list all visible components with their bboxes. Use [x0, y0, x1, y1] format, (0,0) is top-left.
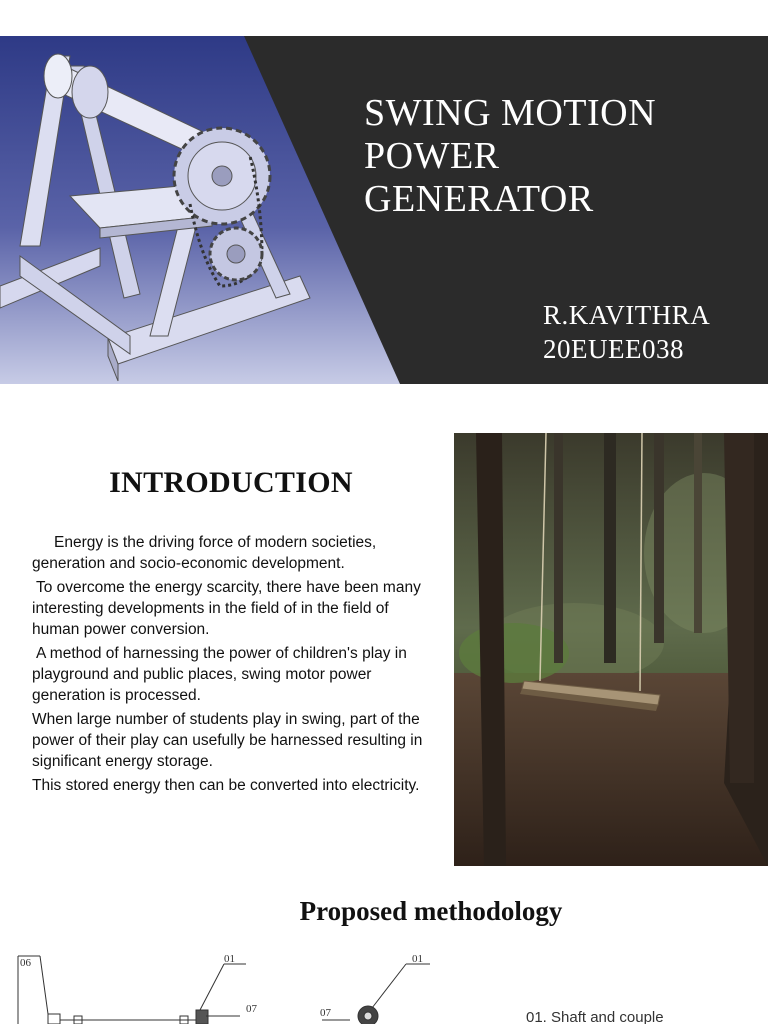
forest-swing-photo — [454, 433, 768, 866]
intro-paragraph-3: A method of harnessing the power of children's play in playground and public places, swing motor power generation is processed. — [32, 645, 407, 704]
author-info — [543, 298, 710, 366]
drawing-label-07-left: 07 — [246, 1003, 257, 1015]
drawing-label-01-left: 01 — [224, 953, 235, 965]
introduction-body — [32, 532, 432, 799]
author-id: 20EUEE038 — [543, 334, 684, 364]
title-line-2: POWER — [364, 135, 500, 177]
introduction-slide — [0, 432, 768, 866]
presentation-title — [364, 92, 754, 221]
drawing-label-01-right: 01 — [412, 953, 423, 965]
intro-paragraph-2: To overcome the energy scarcity, there have been many interesting developments in the field of in the field of human power conversion. — [32, 579, 421, 638]
title-line-1: SWING MOTION — [364, 92, 657, 134]
drawing-label-07-right: 07 — [320, 1007, 331, 1019]
technical-drawing — [0, 950, 768, 1024]
methodology-slide — [0, 890, 768, 1024]
intro-paragraph-1: Energy is the driving force of modern societies, generation and socio-economic development. — [32, 534, 377, 572]
methodology-heading: Proposed methodology — [299, 896, 563, 926]
drawing-caption: 01. Shaft and couple — [526, 1009, 664, 1024]
intro-paragraph-5: This stored energy then can be converted into electricity. — [32, 777, 420, 794]
intro-paragraph-4: When large number of students play in swing, part of the power of their play can usefully be harnessed resulting in significant energy storage. — [32, 711, 423, 770]
title-line-3: GENERATOR — [364, 178, 594, 220]
author-name: R.KAVITHRA — [543, 300, 711, 330]
cover-slide — [0, 36, 768, 384]
introduction-heading: INTRODUCTION — [109, 466, 353, 499]
drawing-label-06: 06 — [20, 957, 31, 969]
